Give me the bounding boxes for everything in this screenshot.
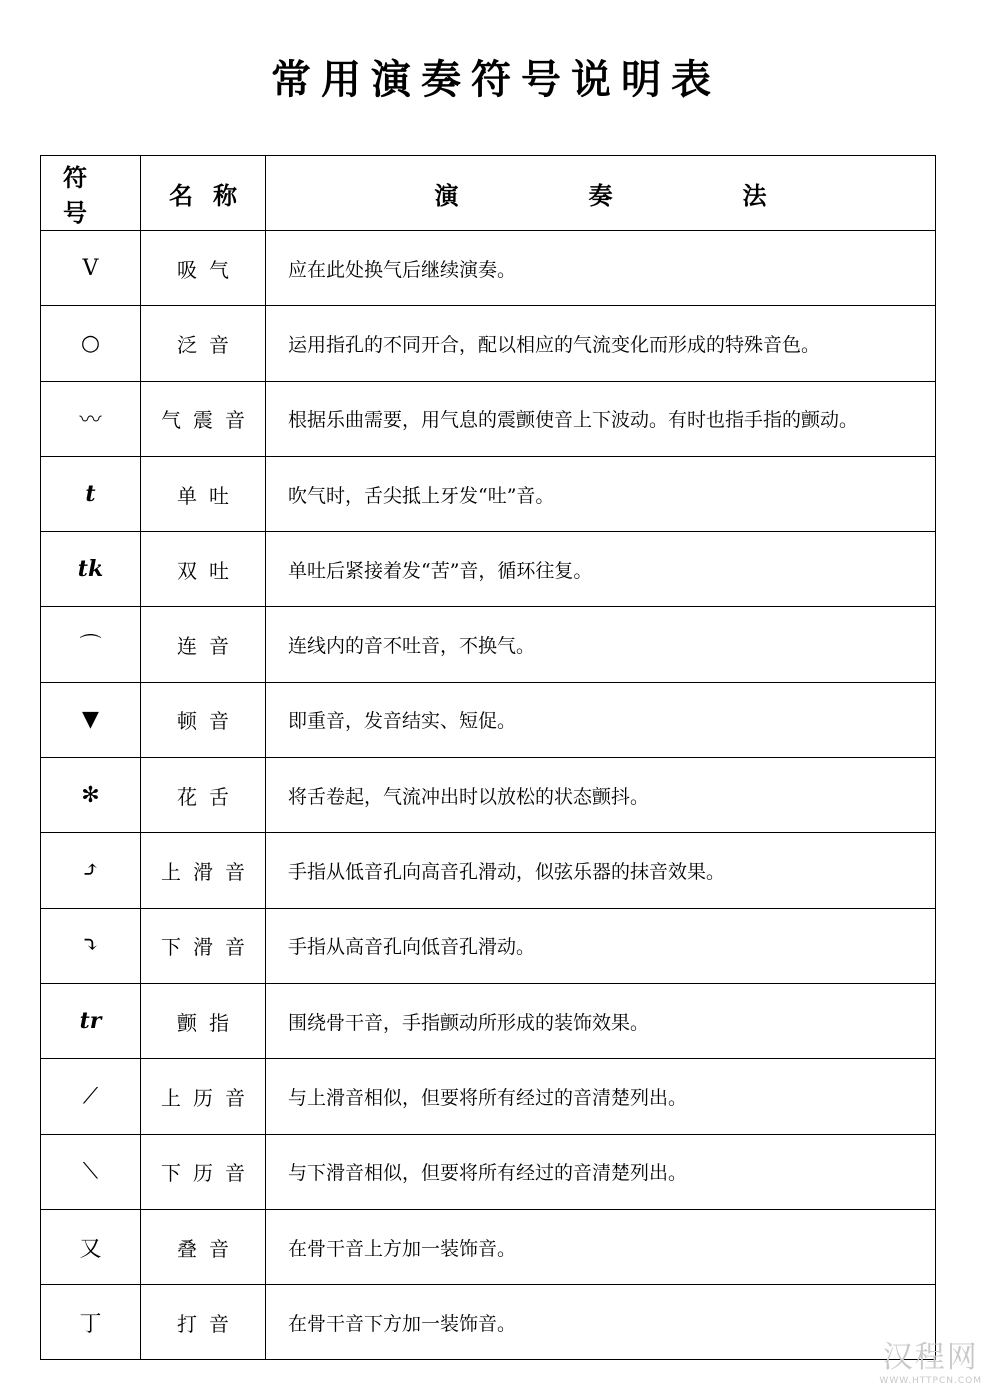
- method-cell: 与下滑音相似，但要将所有经过的音清楚列出。: [265, 1135, 935, 1209]
- symbol-cell: [40, 1210, 140, 1284]
- method-cell: 根据乐曲需要，用气息的震颤使音上下波动。有时也指手指的颤动。: [265, 382, 935, 456]
- method-cell: 在骨干音下方加一装饰音。: [265, 1285, 935, 1359]
- lower-grace-icon: 丁: [79, 1311, 102, 1337]
- name-cell: 吸气: [140, 231, 265, 305]
- table-row: [40, 909, 935, 984]
- method-cell: 吹气时，舌尖抵上牙发“吐”音。: [265, 457, 935, 531]
- method-cell: 将舌卷起，气流冲出时以放松的状态颤抖。: [265, 758, 935, 832]
- table-row: [40, 1285, 935, 1360]
- glide-up-icon: ⤴: [81, 858, 100, 884]
- run-down-icon: ⟍: [82, 1159, 99, 1185]
- symbol-cell: [40, 683, 140, 757]
- staccato-wedge-icon: ▼: [82, 707, 99, 733]
- method-cell: 应在此处换气后继续演奏。: [265, 231, 935, 305]
- name-cell: 叠音: [140, 1210, 265, 1284]
- slur-icon: ⌒: [79, 634, 102, 660]
- table-row: [40, 1135, 935, 1210]
- symbols-table: [40, 155, 936, 1360]
- method-cell: 即重音，发音结实、短促。: [265, 683, 935, 757]
- name-cell: 气震音: [140, 382, 265, 456]
- table-row: [40, 833, 935, 908]
- table-row: [40, 1059, 935, 1134]
- page-title: 常用演奏符号说明表: [271, 56, 721, 103]
- symbol-cell: [40, 532, 140, 606]
- header-name: 名称: [140, 156, 265, 230]
- table-row: [40, 532, 935, 607]
- name-cell: 双吐: [140, 532, 265, 606]
- symbol-cell: [40, 231, 140, 305]
- single-tongue-icon: t: [85, 481, 96, 508]
- trill-icon: tr: [79, 1008, 102, 1035]
- table-row: [40, 984, 935, 1059]
- symbol-cell: [40, 984, 140, 1058]
- table-row: [40, 683, 935, 758]
- method-cell: 手指从低音孔向高音孔滑动，似弦乐器的抹音效果。: [265, 833, 935, 907]
- symbol-cell: [40, 457, 140, 531]
- name-cell: 单吐: [140, 457, 265, 531]
- breath-vibrato-icon: 〰: [79, 408, 102, 434]
- method-cell: 手指从高音孔向低音孔滑动。: [265, 909, 935, 983]
- double-tongue-icon: tk: [77, 556, 104, 583]
- method-cell: 连线内的音不吐音，不换气。: [265, 607, 935, 681]
- name-cell: 泛音: [140, 306, 265, 380]
- name-cell: 下历音: [140, 1135, 265, 1209]
- table-row: [40, 607, 935, 682]
- method-cell: 与上滑音相似，但要将所有经过的音清楚列出。: [265, 1059, 935, 1133]
- header-method: 演奏法: [265, 156, 935, 230]
- name-cell: 顿音: [140, 683, 265, 757]
- name-cell: 下滑音: [140, 909, 265, 983]
- flutter-tongue-icon: ✻: [81, 782, 100, 808]
- name-cell: 上滑音: [140, 833, 265, 907]
- method-cell: 单吐后紧接着发“苦”音，循环往复。: [265, 532, 935, 606]
- symbol-cell: [40, 1285, 140, 1359]
- name-cell: 连音: [140, 607, 265, 681]
- watermark-logo-text: 汉程网: [882, 1340, 979, 1375]
- name-cell: 上历音: [140, 1059, 265, 1133]
- table-row: [40, 231, 935, 306]
- symbol-cell: [40, 758, 140, 832]
- name-cell: 颤指: [140, 984, 265, 1058]
- watermark-url: WWW.HTTPCN.COM: [879, 1376, 982, 1386]
- method-cell: 围绕骨干音，手指颤动所形成的装饰效果。: [265, 984, 935, 1058]
- method-cell: 运用指孔的不同开合，配以相应的气流变化而形成的特殊音色。: [265, 306, 935, 380]
- table-header-row: [40, 156, 935, 231]
- run-up-icon: ⟋: [82, 1083, 99, 1109]
- table-row: [40, 1210, 935, 1285]
- symbol-cell: [40, 833, 140, 907]
- symbol-cell: [40, 1135, 140, 1209]
- header-symbol: 符号: [40, 156, 140, 230]
- symbol-cell: [40, 306, 140, 380]
- name-cell: 打音: [140, 1285, 265, 1359]
- table-row: [40, 758, 935, 833]
- symbol-cell: [40, 382, 140, 456]
- glide-down-icon: ⤵: [81, 933, 100, 959]
- watermark: [879, 1332, 982, 1386]
- method-cell: 在骨干音上方加一装饰音。: [265, 1210, 935, 1284]
- upper-grace-icon: 又: [79, 1236, 102, 1262]
- table-row: [40, 382, 935, 457]
- table-row: [40, 306, 935, 381]
- symbol-cell: [40, 1059, 140, 1133]
- name-cell: 花舌: [140, 758, 265, 832]
- breath-mark-icon: V: [82, 255, 99, 281]
- symbol-cell: [40, 607, 140, 681]
- table-row: [40, 457, 935, 532]
- symbol-cell: [40, 909, 140, 983]
- harmonic-circle-icon: ○: [80, 330, 101, 356]
